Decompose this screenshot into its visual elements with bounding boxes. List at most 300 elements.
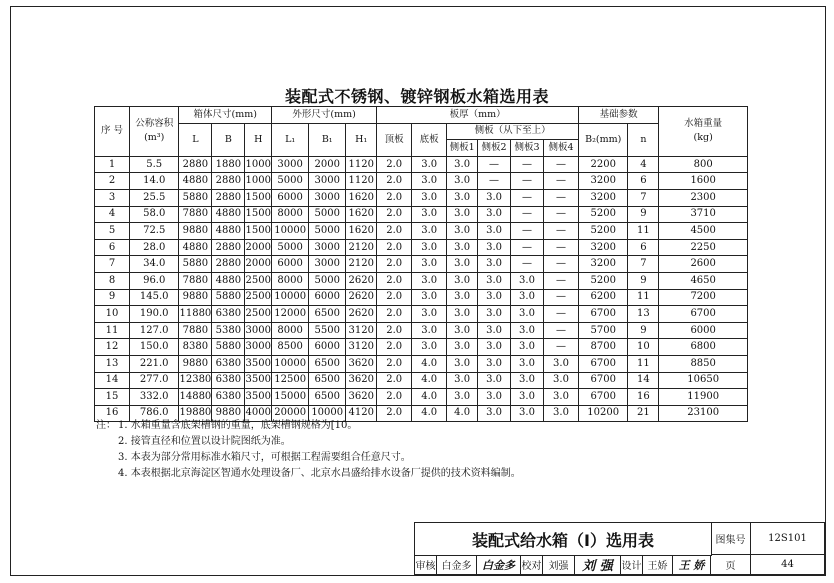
table-cell: 3.0 xyxy=(478,206,511,223)
table-cell: 7 xyxy=(95,256,130,273)
table-cell: 11900 xyxy=(659,389,748,406)
table-cell: 3.0 xyxy=(478,306,511,323)
header-weight xyxy=(659,107,748,157)
table-cell: 12 xyxy=(95,339,130,356)
table-cell: — xyxy=(511,206,544,223)
table-cell: 3.0 xyxy=(412,156,447,173)
table-cell: 10000 xyxy=(309,405,346,422)
header-H: H xyxy=(245,123,272,156)
table-cell: 3000 xyxy=(309,189,346,206)
table-cell: 1120 xyxy=(346,173,377,190)
header-capacity-unit: (m³) xyxy=(144,132,165,144)
table-cell: 4880 xyxy=(179,239,212,256)
table-cell: 3200 xyxy=(579,256,628,273)
table-cell: 13 xyxy=(628,306,659,323)
table-cell: 9880 xyxy=(179,223,212,240)
table-cell: 6700 xyxy=(579,355,628,372)
table-cell: 3620 xyxy=(346,372,377,389)
table-cell: 3.0 xyxy=(478,405,511,422)
table-cell: 3.0 xyxy=(478,272,511,289)
header-B2: B₂(mm) xyxy=(579,123,628,156)
table-cell: 3.0 xyxy=(511,389,544,406)
table-cell: 15 xyxy=(95,389,130,406)
header-base: 基础参数 xyxy=(579,107,659,124)
table-cell: 9 xyxy=(628,206,659,223)
table-cell: 3.0 xyxy=(447,189,478,206)
table-cell: 221.0 xyxy=(130,355,179,372)
table-cell: 4000 xyxy=(245,405,272,422)
atlas-label: 图集号 xyxy=(711,523,751,555)
table-cell: 3.0 xyxy=(412,173,447,190)
table-cell: 5000 xyxy=(272,173,309,190)
table-cell: — xyxy=(543,322,578,339)
header-side4: 侧板4 xyxy=(543,140,578,157)
header-n: n xyxy=(628,123,659,156)
table-cell: 6 xyxy=(628,239,659,256)
table-cell: 3.0 xyxy=(478,322,511,339)
table-cell: 12380 xyxy=(179,372,212,389)
table-cell: 3000 xyxy=(309,239,346,256)
table-cell: 6700 xyxy=(579,389,628,406)
table-row xyxy=(95,339,748,356)
table-cell: 3.0 xyxy=(447,256,478,273)
table-cell: 3500 xyxy=(245,355,272,372)
table-cell: 3.0 xyxy=(447,173,478,190)
table-cell: 3 xyxy=(95,189,130,206)
table-cell: 3.0 xyxy=(447,389,478,406)
table-cell: — xyxy=(543,272,578,289)
table-cell: 1600 xyxy=(659,173,748,190)
table-cell: 10000 xyxy=(272,289,309,306)
header-side2: 侧板2 xyxy=(478,140,511,157)
table-cell: 7880 xyxy=(179,206,212,223)
table-row xyxy=(95,156,748,173)
header-top: 顶板 xyxy=(377,123,412,156)
table-cell: 6000 xyxy=(309,289,346,306)
notes xyxy=(96,418,521,482)
table-cell: — xyxy=(543,189,578,206)
table-cell: 72.5 xyxy=(130,223,179,240)
table-cell: 3.0 xyxy=(447,372,478,389)
header-H1: H₁ xyxy=(346,123,377,156)
atlas-number: 12S101 xyxy=(751,523,825,555)
table-cell: 10650 xyxy=(659,372,748,389)
table-cell: 5200 xyxy=(579,272,628,289)
table-cell: 4650 xyxy=(659,272,748,289)
table-cell: 145.0 xyxy=(130,289,179,306)
table-cell: — xyxy=(543,206,578,223)
table-cell: 9 xyxy=(628,272,659,289)
reviewer-signature: 白金多 xyxy=(477,555,521,575)
table-cell: 1120 xyxy=(346,156,377,173)
table-row xyxy=(95,223,748,240)
table-cell: 11 xyxy=(628,223,659,240)
table-cell: 3.0 xyxy=(478,389,511,406)
table-cell: — xyxy=(511,173,544,190)
table-cell: 2.0 xyxy=(377,322,412,339)
table-cell: 2880 xyxy=(212,256,245,273)
table-row xyxy=(95,189,748,206)
table-cell: 3000 xyxy=(309,256,346,273)
table-cell: 3.0 xyxy=(511,372,544,389)
table-cell: — xyxy=(543,289,578,306)
note-row xyxy=(96,418,521,434)
table-cell: 3.0 xyxy=(447,272,478,289)
table-cell: 3120 xyxy=(346,322,377,339)
table-cell: 2880 xyxy=(212,239,245,256)
table-cell: 5 xyxy=(95,223,130,240)
table-cell: 6700 xyxy=(579,372,628,389)
table-cell: 3.0 xyxy=(447,306,478,323)
table-cell: 6500 xyxy=(309,372,346,389)
table-cell: 5000 xyxy=(309,223,346,240)
table-row xyxy=(95,256,748,273)
table-cell: 2.0 xyxy=(377,189,412,206)
table-cell: 5000 xyxy=(309,206,346,223)
table-cell: 58.0 xyxy=(130,206,179,223)
table-cell: 2880 xyxy=(212,173,245,190)
table-cell: 3.0 xyxy=(412,256,447,273)
table-cell: 2.0 xyxy=(377,256,412,273)
table-cell: 2.0 xyxy=(377,355,412,372)
table-cell: 11 xyxy=(628,355,659,372)
table-cell: 8500 xyxy=(272,339,309,356)
table-cell: 4.0 xyxy=(412,405,447,422)
table-cell: 5500 xyxy=(309,322,346,339)
notes-label: 注： xyxy=(96,420,116,431)
review-label: 审核 xyxy=(415,555,437,575)
table-cell: 3.0 xyxy=(478,223,511,240)
table-cell: 3000 xyxy=(309,173,346,190)
table-cell: 6000 xyxy=(272,189,309,206)
table-cell: 2.0 xyxy=(377,289,412,306)
table-cell: 2620 xyxy=(346,306,377,323)
table-row xyxy=(95,206,748,223)
table-cell: 1620 xyxy=(346,189,377,206)
table-cell: 5880 xyxy=(179,256,212,273)
table-body xyxy=(95,156,748,422)
header-B: B xyxy=(212,123,245,156)
checker-name: 刘强 xyxy=(543,555,575,575)
table-cell: — xyxy=(543,223,578,240)
table-cell: — xyxy=(543,306,578,323)
table-cell: 14 xyxy=(95,372,130,389)
table-cell: 2200 xyxy=(579,156,628,173)
table-cell: 19880 xyxy=(179,405,212,422)
table-cell: 3.0 xyxy=(412,272,447,289)
table-cell: 2.0 xyxy=(377,156,412,173)
table-cell: 11 xyxy=(628,289,659,306)
table-cell: 1500 xyxy=(245,223,272,240)
table-cell: 3.0 xyxy=(447,206,478,223)
page-number: 44 xyxy=(751,555,825,575)
table-cell: 2300 xyxy=(659,189,748,206)
table-cell: — xyxy=(511,223,544,240)
table-cell: 4880 xyxy=(212,272,245,289)
table-cell: 6500 xyxy=(309,389,346,406)
table-cell: 5700 xyxy=(579,322,628,339)
header-capacity xyxy=(130,107,179,157)
table-cell: 3120 xyxy=(346,339,377,356)
table-cell: 6500 xyxy=(309,355,346,372)
table-cell: 3.0 xyxy=(412,322,447,339)
table-cell: 2620 xyxy=(346,272,377,289)
table-cell: 96.0 xyxy=(130,272,179,289)
table-cell: 332.0 xyxy=(130,389,179,406)
table-cell: 2250 xyxy=(659,239,748,256)
table-cell: 8380 xyxy=(179,339,212,356)
table-cell: — xyxy=(511,156,544,173)
table-cell: 2600 xyxy=(659,256,748,273)
table-cell: 3.0 xyxy=(478,189,511,206)
header-box-dims: 箱体尺寸(mm) xyxy=(179,107,272,124)
table-cell: 1880 xyxy=(212,156,245,173)
table-cell: 1000 xyxy=(245,156,272,173)
table-cell: 16 xyxy=(628,389,659,406)
table-cell: 3200 xyxy=(579,189,628,206)
table-cell: 9 xyxy=(628,322,659,339)
table-cell: 8850 xyxy=(659,355,748,372)
note-row xyxy=(96,466,521,482)
table-cell: 3620 xyxy=(346,389,377,406)
table-cell: 13 xyxy=(95,355,130,372)
table-cell: — xyxy=(511,239,544,256)
table-cell: 3500 xyxy=(245,389,272,406)
table-cell: 8000 xyxy=(272,322,309,339)
table-cell: 3.0 xyxy=(412,189,447,206)
table-cell: 7880 xyxy=(179,272,212,289)
table-cell: 3000 xyxy=(245,322,272,339)
table-cell: 6380 xyxy=(212,306,245,323)
table-cell: 4 xyxy=(628,156,659,173)
table-cell: 3.0 xyxy=(447,239,478,256)
table-cell: 3620 xyxy=(346,355,377,372)
table-cell: 2.0 xyxy=(377,389,412,406)
table-cell: 2 xyxy=(95,173,130,190)
table-cell: 2.0 xyxy=(377,239,412,256)
table-cell: 14880 xyxy=(179,389,212,406)
table-cell: 3000 xyxy=(272,156,309,173)
table-cell: 800 xyxy=(659,156,748,173)
header-weight-label: 水箱重量 xyxy=(684,118,723,130)
table-cell: 2.0 xyxy=(377,206,412,223)
table-cell: 5380 xyxy=(212,322,245,339)
table-cell: 6380 xyxy=(212,372,245,389)
header-L1: L₁ xyxy=(272,123,309,156)
table-cell: 7 xyxy=(628,256,659,273)
table-row xyxy=(95,289,748,306)
table-cell: 6380 xyxy=(212,355,245,372)
table-cell: 277.0 xyxy=(130,372,179,389)
table-cell: 6200 xyxy=(579,289,628,306)
table-cell: 3.0 xyxy=(412,239,447,256)
table-cell: 9880 xyxy=(212,405,245,422)
table-cell: 10 xyxy=(628,339,659,356)
table-cell: 2120 xyxy=(346,239,377,256)
table-cell: 2.0 xyxy=(377,173,412,190)
table-cell: 3.0 xyxy=(412,339,447,356)
header-outer-dims: 外形尺寸(mm) xyxy=(272,107,377,124)
drawing-title: 装配式给水箱（Ⅰ）选用表 xyxy=(415,523,712,556)
header-L: L xyxy=(179,123,212,156)
table-cell: 3.0 xyxy=(412,223,447,240)
table-cell: 14.0 xyxy=(130,173,179,190)
note-item: 3. 本表为部分常用标准水箱尺寸，可根据工程需要组合任意尺寸。 xyxy=(118,452,411,463)
table-cell: 1500 xyxy=(245,206,272,223)
header-weight-unit: (kg) xyxy=(693,132,713,144)
table-cell: — xyxy=(478,173,511,190)
table-cell: 6700 xyxy=(579,306,628,323)
table-cell: 5200 xyxy=(579,223,628,240)
table-row xyxy=(95,306,748,323)
check-label: 校对 xyxy=(521,555,543,575)
table-cell: 5880 xyxy=(212,289,245,306)
note-item: 1. 水箱重量含底架槽钢的重量，底架槽钢规格为[10。 xyxy=(118,420,358,431)
table-cell: 3000 xyxy=(245,339,272,356)
table-cell: 7 xyxy=(628,189,659,206)
note-item: 4. 本表根据北京海淀区智通水处理设备厂、北京水昌盛给排水设备厂提供的技术资料编制。 xyxy=(118,468,521,479)
table-cell: 2.0 xyxy=(377,272,412,289)
table-cell: 8000 xyxy=(272,206,309,223)
checker-signature: 刘 强 xyxy=(575,555,621,575)
table-row xyxy=(95,389,748,406)
page-label: 页 xyxy=(711,555,751,575)
table-cell: 28.0 xyxy=(130,239,179,256)
table-cell: 3.0 xyxy=(447,156,478,173)
table-cell: 3.0 xyxy=(478,239,511,256)
table-cell: 12000 xyxy=(272,306,309,323)
table-cell: 4120 xyxy=(346,405,377,422)
table-cell: — xyxy=(511,189,544,206)
table-cell: 6700 xyxy=(659,306,748,323)
table-cell: — xyxy=(543,156,578,173)
table-row xyxy=(95,355,748,372)
table-cell: 3.0 xyxy=(412,306,447,323)
table-cell: 2620 xyxy=(346,289,377,306)
table-cell: 4.0 xyxy=(412,389,447,406)
table-cell: 150.0 xyxy=(130,339,179,356)
table-cell: 190.0 xyxy=(130,306,179,323)
header-bottom: 底板 xyxy=(412,123,447,156)
table-cell: 5880 xyxy=(179,189,212,206)
table-cell: 1500 xyxy=(245,189,272,206)
table-cell: 7200 xyxy=(659,289,748,306)
table-cell: 3.0 xyxy=(447,339,478,356)
table-row xyxy=(95,372,748,389)
table-cell: 2.0 xyxy=(377,339,412,356)
table-row xyxy=(95,272,748,289)
table-cell: 2000 xyxy=(245,256,272,273)
table-cell: 3.0 xyxy=(447,355,478,372)
table-cell: 4.0 xyxy=(412,355,447,372)
table-cell: 3.0 xyxy=(478,372,511,389)
table-cell: 3710 xyxy=(659,206,748,223)
table-cell: 14 xyxy=(628,372,659,389)
table-cell: — xyxy=(543,256,578,273)
table-cell: 3.0 xyxy=(412,289,447,306)
table-cell: 21 xyxy=(628,405,659,422)
table-cell: 3.0 xyxy=(511,355,544,372)
header-seq: 序 号 xyxy=(95,107,130,157)
table-cell: 10000 xyxy=(272,355,309,372)
table-cell: 9880 xyxy=(179,355,212,372)
table-cell: 2.0 xyxy=(377,223,412,240)
table-cell: 3500 xyxy=(245,372,272,389)
table-cell: 6000 xyxy=(659,322,748,339)
table-cell: 3.0 xyxy=(543,389,578,406)
table-cell: 3.0 xyxy=(478,355,511,372)
table-cell: — xyxy=(478,156,511,173)
header-plate: 板厚（mm） xyxy=(377,107,579,124)
table-cell: 3.0 xyxy=(478,256,511,273)
table-cell: 5000 xyxy=(272,239,309,256)
table-cell: 9880 xyxy=(179,289,212,306)
table-cell: 4.0 xyxy=(447,405,478,422)
table-cell: — xyxy=(543,339,578,356)
table-cell: 3200 xyxy=(579,239,628,256)
table-cell: 4500 xyxy=(659,223,748,240)
table-cell: 3.0 xyxy=(543,405,578,422)
table-cell: 9 xyxy=(95,289,130,306)
table-cell: 2000 xyxy=(245,239,272,256)
table-cell: 11 xyxy=(95,322,130,339)
table-cell: 10200 xyxy=(579,405,628,422)
table-cell: 4880 xyxy=(212,223,245,240)
table-cell: 2880 xyxy=(179,156,212,173)
table-cell: 11880 xyxy=(179,306,212,323)
table-cell: 3.0 xyxy=(543,355,578,372)
table-cell: 4880 xyxy=(212,206,245,223)
table-title: 装配式不锈钢、镀锌钢板水箱选用表 xyxy=(284,87,549,106)
table-cell: 1620 xyxy=(346,223,377,240)
table-cell: 2120 xyxy=(346,256,377,273)
header-side1: 侧板1 xyxy=(447,140,478,157)
header-side3: 侧板3 xyxy=(511,140,544,157)
table-cell: 786.0 xyxy=(130,405,179,422)
table-cell: 2.0 xyxy=(377,306,412,323)
table-row xyxy=(95,239,748,256)
reviewer-name: 白金多 xyxy=(437,555,477,575)
table-cell: 5.5 xyxy=(130,156,179,173)
table-cell: 2000 xyxy=(309,156,346,173)
table-row xyxy=(95,173,748,190)
table-cell: 1620 xyxy=(346,206,377,223)
table-cell: 1 xyxy=(95,156,130,173)
designer-signature: 王 娇 xyxy=(673,555,711,575)
table-cell: — xyxy=(511,256,544,273)
note-row xyxy=(96,434,521,450)
table-cell: 10 xyxy=(95,306,130,323)
table-cell: 4.0 xyxy=(412,372,447,389)
table-cell: 3.0 xyxy=(511,306,544,323)
table-cell: 25.5 xyxy=(130,189,179,206)
table-cell: 127.0 xyxy=(130,322,179,339)
table-cell: 3.0 xyxy=(478,339,511,356)
selection-table xyxy=(94,106,748,422)
header-side-plate: 侧板（从下至上） xyxy=(447,123,579,140)
table-cell: 5880 xyxy=(212,339,245,356)
table-cell: 3.0 xyxy=(447,322,478,339)
table-cell: 2500 xyxy=(245,272,272,289)
table-cell: 6000 xyxy=(309,339,346,356)
table-cell: 3.0 xyxy=(511,289,544,306)
table-cell: 3.0 xyxy=(412,206,447,223)
table-cell: 2880 xyxy=(212,189,245,206)
table-cell: 2.0 xyxy=(377,372,412,389)
table-cell: 6380 xyxy=(212,389,245,406)
table-cell: — xyxy=(543,239,578,256)
table-cell: 6 xyxy=(628,173,659,190)
